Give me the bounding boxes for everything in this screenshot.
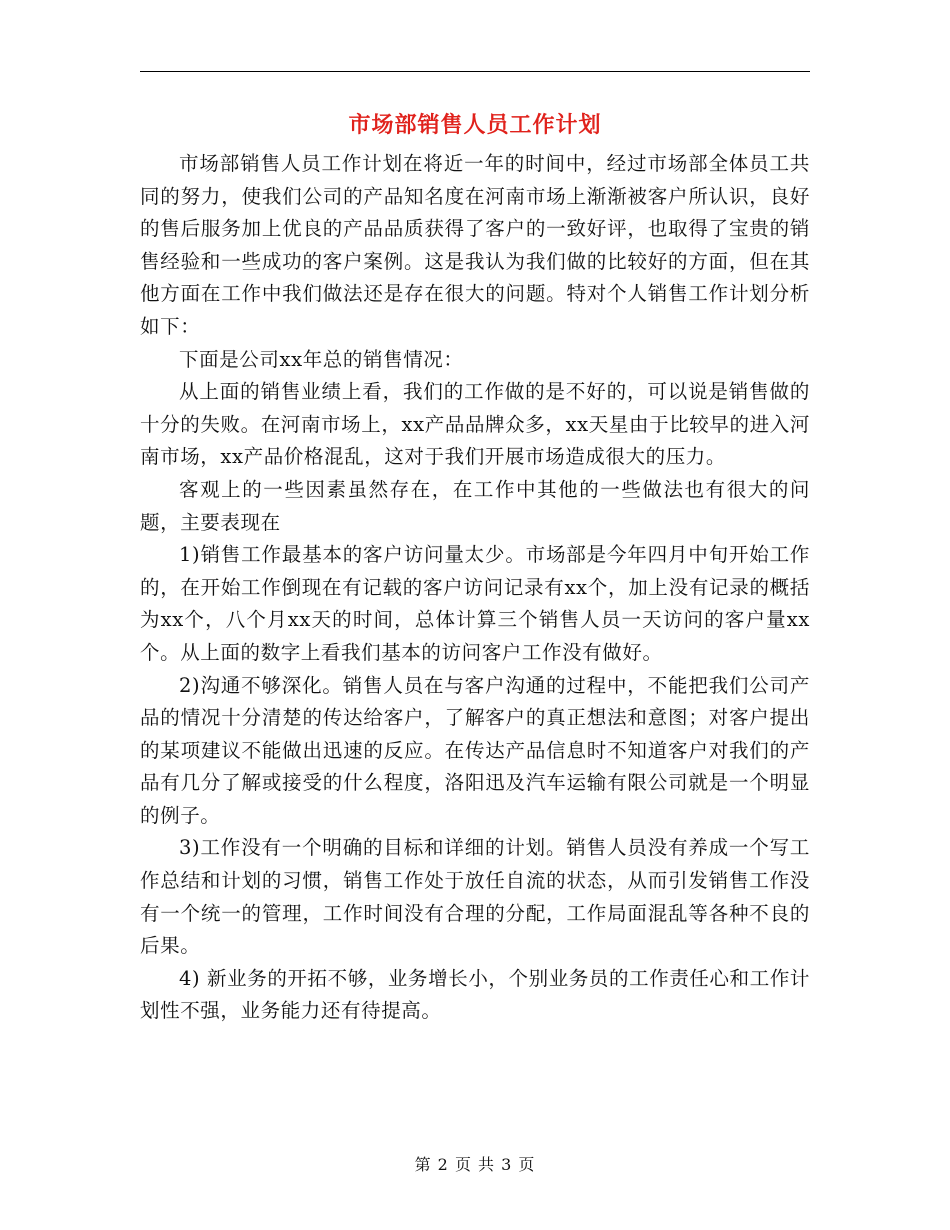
- paragraph-item-2: 2)沟通不够深化。销售人员在与客户沟通的过程中，不能把我们公司产品的情况十分清楚的传达给客户，了解客户的真正想法和意图；对客户提出的某项建议不能做出迅速的反应。在传达产品信息时不知道客户对我们的产品有几分了解或接受的什么程度，洛阳迅及汽车运输有限公司就是一个明显的例子。: [140, 673, 810, 827]
- paragraph-sales-summary: 下面是公司xx年总的销售情况：: [179, 347, 464, 371]
- paragraph-item-4: 4) 新业务的开拓不够，业务增长小，个别业务员的工作责任心和工作计划性不强，业务能力还有待提高。: [140, 966, 811, 1023]
- paragraph-performance: 从上面的销售业绩上看，我们的工作做的是不好的，可以说是销售做的十分的失败。在河南市场上，xx产品品牌众多，xx天星由于比较早的进入河南市场，xx产品价格混乱，这对于我们开展市场造成很大的压力。: [140, 380, 810, 469]
- header-rule: [140, 71, 810, 72]
- document-title: 市场部销售人员工作计划: [348, 113, 602, 138]
- paragraph-item-1: 1)销售工作最基本的客户访问量太少。市场部是今年四月中旬开始工作的，在开始工作倒现在有记载的客户访问记录有xx个，加上没有记录的概括为xx个，八个月xx天的时间，总体计算三个销售人员一天访问的客户量xx个。从上面的数字上看我们基本的访问客户工作没有做好。: [140, 543, 810, 664]
- paragraph-problems-intro: 客观上的一些因素虽然存在，在工作中其他的一些做法也有很大的问题，主要表现在: [140, 477, 810, 534]
- document-body: [140, 148, 810, 1028]
- page-number: 第 2 页 共 3 页: [414, 1155, 536, 1174]
- paragraph-intro: 市场部销售人员工作计划在将近一年的时间中，经过市场部全体员工共同的努力，使我们公司的产品知名度在河南市场上渐渐被客户所认识，良好的售后服务加上优良的产品品质获得了客户的一致好评，也取得了宝贵的销售经验和一些成功的客户案例。这是我认为我们做的比较好的方面，但在其他方面在工作中我们做法还是存在很大的问题。特对个人销售工作计划分析如下：: [140, 152, 810, 338]
- paragraph-item-3: 3)工作没有一个明确的目标和详细的计划。销售人员没有养成一个写工作总结和计划的习惯，销售工作处于放任自流的状态，从而引发销售工作没有一个统一的管理，工作时间没有合理的分配，工作局面混乱等各种不良的后果。: [140, 836, 810, 958]
